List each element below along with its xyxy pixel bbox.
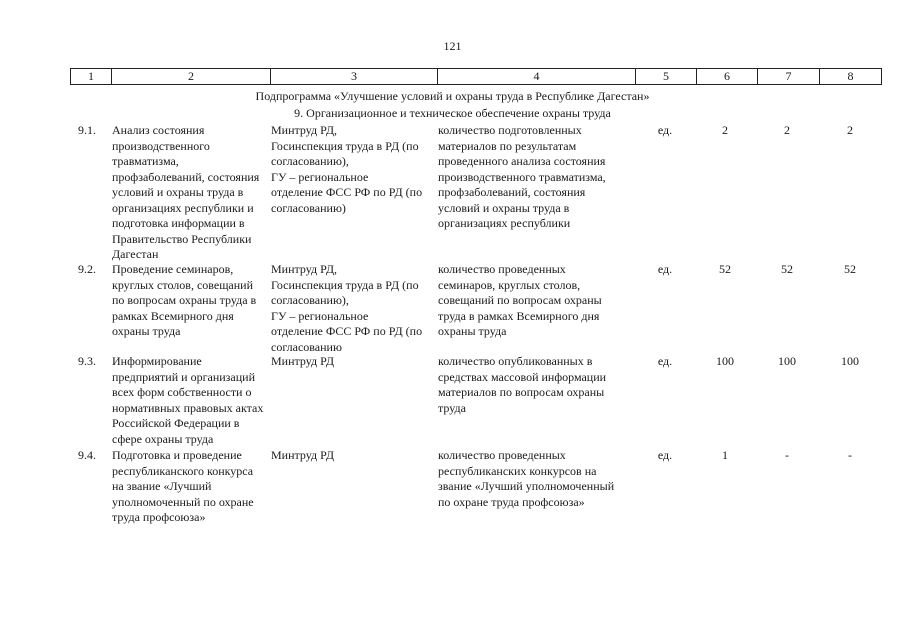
table-header-row [70, 68, 882, 85]
measure-name: Проведение семинаров, круглых столов, совещаний по вопросам охраны труда в рамках Всемирного дня охраны труда [112, 262, 257, 338]
value-col-6: 2 [722, 123, 728, 137]
value-col-8: - [848, 448, 852, 462]
value-col-8: 100 [841, 354, 859, 368]
executor: Минтруд РД [271, 448, 335, 462]
column-header-5: 5 [663, 69, 669, 83]
row-number: 9.2. [78, 262, 96, 276]
indicator: количество опубликованных в средствах массовой информации материалов по вопросам охраны труда [438, 354, 607, 415]
value-col-6: 100 [716, 354, 734, 368]
executor: Минтруд РД, Госинспекция труда в РД (по согласованию), ГУ – региональное отделение ФСС РФ по РД (по согласованию [271, 262, 423, 354]
indicator: количество проведенных семинаров, круглых столов, совещаний по вопросам охраны труда в рамках Всемирного дня охраны труда [438, 262, 602, 338]
column-header-1: 1 [88, 69, 94, 83]
column-header-2: 2 [188, 69, 194, 83]
column-header-3: 3 [351, 69, 357, 83]
value-col-7: 2 [784, 123, 790, 137]
column-header-7: 7 [785, 69, 792, 83]
measure-name: Подготовка и проведение республиканского конкурса на звание «Лучший уполномоченный по охране труда профсоюза» [112, 448, 254, 524]
column-header-6: 6 [724, 69, 730, 83]
unit: ед. [657, 354, 673, 368]
column-header-8: 8 [847, 69, 854, 83]
value-col-8: 2 [847, 123, 853, 137]
indicator: количество проведенных республиканских конкурсов на звание «Лучший уполномоченный по охране труда профсоюза» [438, 448, 615, 509]
executor: Минтруд РД, Госинспекция труда в РД (по согласованию), ГУ – региональное отделение ФСС РФ по РД (по согласованию) [271, 123, 423, 215]
unit: ед. [657, 123, 673, 137]
value-col-7: - [785, 448, 789, 462]
value-col-6: 52 [719, 262, 731, 276]
measure-name: Анализ состояния производственного травматизма, профзаболеваний, состояния условий и охраны труда в организациях республики и подготовка информации в Правительство Республики Дагестан [112, 123, 260, 261]
value-col-7: 100 [778, 354, 796, 368]
value-col-6: 1 [722, 448, 728, 462]
value-col-8: 52 [844, 262, 856, 276]
row-number: 9.3. [78, 354, 96, 368]
subprogram-title: Подпрограмма «Улучшение условий и охраны труда в Республике Дагестан» [255, 89, 650, 103]
page-number: 121 [443, 39, 462, 53]
indicator: количество подготовленных материалов по результатам проведенного анализа состояния производственного травматизма, профзаболеваний, состояния условий и охраны труда в организациях республики [438, 123, 606, 230]
executor: Минтруд РД [271, 354, 335, 368]
unit: ед. [657, 448, 673, 462]
value-col-7: 52 [781, 262, 793, 276]
column-header-4: 4 [533, 69, 540, 83]
unit: ед. [657, 262, 673, 276]
row-number: 9.4. [78, 448, 96, 462]
section-title: 9. Организационное и техническое обеспечение охраны труда [294, 106, 611, 120]
measure-name: Информирование предприятий и организаций всех форм собственности о нормативных правовых актах Российской Федерации в сфере охраны труда [112, 354, 264, 446]
row-number: 9.1. [78, 123, 96, 137]
